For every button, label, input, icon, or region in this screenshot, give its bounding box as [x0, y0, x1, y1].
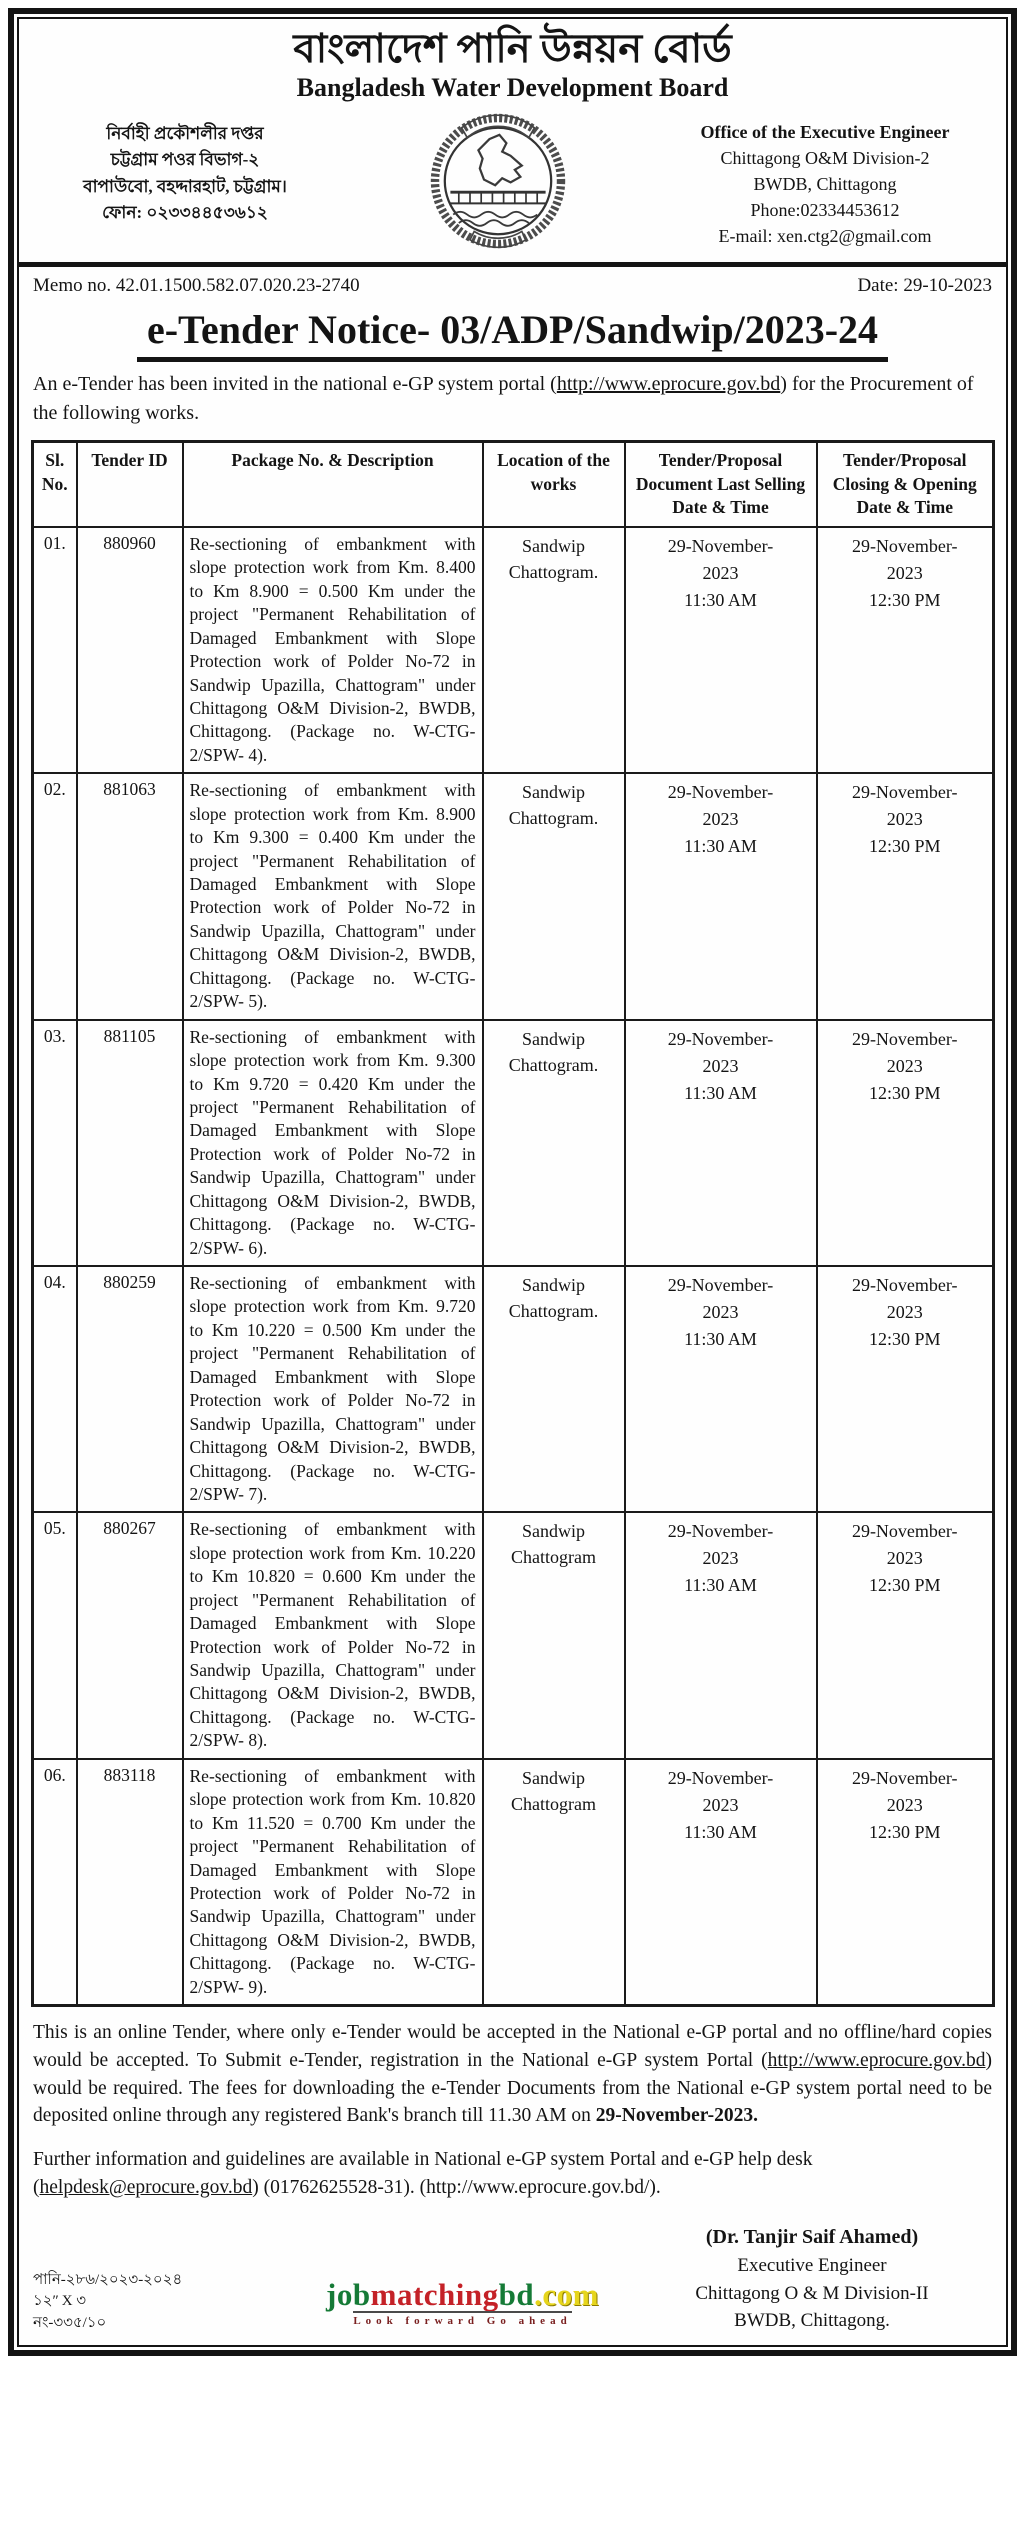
cell-closing-date	[817, 1020, 994, 1266]
signatory-title: Executive Engineer	[737, 2255, 887, 2277]
col-header-selling-date: Tender/Proposal Document Last Selling Date & Time	[625, 442, 817, 527]
intro-paragraph	[33, 370, 992, 428]
time-line: 11:30 AM	[684, 1082, 757, 1103]
note2-text: ).	[649, 2176, 661, 2198]
table-header-row	[33, 442, 994, 527]
date-line: 29-November-	[851, 535, 958, 556]
letterhead-columns	[31, 109, 994, 260]
table-row	[33, 527, 994, 773]
table-row	[33, 773, 994, 1019]
note1-text: ) would be required. The fees for downloading the e-Tender Documents from the National e-GP system portal need to be deposited online through any registered Bank's branch till 11.30 AM on	[33, 2049, 992, 2127]
cell-description: Re-sectioning of embankment with slope protection work from Km. 8.900 to Km 9.300 = 0.400 Km under the project "Permanent Rehabilitation of Damaged Embankment with Slope Protection work of Polder No-72 in Sandwip Upazilla, Chattogram" under Chittagong O&M Division-2, BWDB, Chittagong. (Package no. W-CTG-2/SPW- 5).	[183, 773, 483, 1019]
cell-closing-date	[817, 527, 994, 773]
office-left-line: ফোন: ০২৩৩৪৪৫৩৬১২	[102, 203, 268, 223]
time-line: 12:30 PM	[868, 1082, 941, 1103]
cell-sl-no: 06.	[33, 1759, 77, 2006]
bwdb-seal-icon	[418, 111, 578, 256]
table-row	[33, 1020, 994, 1266]
logo-part-bd: bd	[498, 2276, 535, 2312]
office-right-line: Phone:02334453612	[750, 200, 900, 221]
cell-sl-no: 03.	[33, 1020, 77, 1266]
time-line: 12:30 PM	[868, 589, 941, 610]
cell-location: Sandwip Chattogram.	[483, 773, 625, 1019]
office-address-english	[660, 119, 990, 249]
logo-part-matching: matching	[370, 2276, 499, 2312]
cell-location: Sandwip Chattogram.	[483, 1266, 625, 1512]
office-left-line: বাপাউবো, বহদ্দারহাট, চট্টগ্রাম।	[83, 176, 287, 196]
table-row	[33, 1759, 994, 2006]
date-line: 2023	[886, 562, 923, 583]
inner-border-frame	[17, 17, 1008, 2347]
col-header-tender-id: Tender ID	[77, 442, 183, 527]
print-ref-line: নং-৩৩৫/১০	[33, 2315, 107, 2332]
office-right-line: Chittagong O&M Division-2	[720, 148, 930, 169]
col-header-location: Location of the works	[483, 442, 625, 527]
cell-tender-id: 881105	[77, 1020, 183, 1266]
date-line: 2023	[886, 1548, 923, 1569]
cell-description: Re-sectioning of embankment with slope protection work from Km. 10.820 to Km 11.520 = 0.700 Km under the project "Permanent Rehabilitation of Damaged Embankment with Slope Protection work of Polder No-72 in Sandwip Upazilla, Chattogram" under Chittagong O&M Division-2, BWDB, Chittagong. (Package no. W-CTG-2/SPW- 9).	[183, 1759, 483, 2006]
memo-date: Date: 29-10-2023	[857, 275, 992, 296]
time-line: 11:30 AM	[684, 1575, 757, 1596]
time-line: 12:30 PM	[868, 1329, 941, 1349]
date-line: 2023	[886, 1055, 923, 1076]
col-header-sl-no: Sl. No.	[33, 442, 77, 527]
bottom-row	[31, 2223, 994, 2339]
cell-selling-date	[625, 1266, 817, 1512]
cell-sl-no: 05.	[33, 1512, 77, 1758]
eprocure-url-link[interactable]: http://www.eprocure.gov.bd/	[426, 2176, 650, 2198]
cell-tender-id: 883118	[77, 1759, 183, 2006]
cell-location: Sandwip Chattogram	[483, 1512, 625, 1758]
office-right-line: BWDB, Chittagong	[753, 174, 897, 195]
date-line: 29-November-	[667, 1028, 774, 1049]
date-line: 2023	[702, 1055, 739, 1076]
date-line: 29-November-	[667, 782, 774, 803]
date-line: 2023	[702, 1794, 739, 1815]
cell-location: Sandwip Chattogram.	[483, 1020, 625, 1266]
signatory-org: BWDB, Chittagong.	[734, 2310, 890, 2332]
time-line: 12:30 PM	[868, 1575, 941, 1596]
eprocure-url-link[interactable]: http://www.eprocure.gov.bd	[767, 2049, 986, 2071]
date-line: 2023	[886, 1794, 923, 1815]
cell-tender-id: 880259	[77, 1266, 183, 1512]
cell-sl-no: 01.	[33, 527, 77, 773]
office-left-line: চট্টগ্রাম পওর বিভাগ-২	[110, 150, 260, 170]
cell-location: Sandwip Chattogram	[483, 1759, 625, 2006]
note2-text: Further information and guidelines are available in National e-GP system Portal and e-GP help desk (	[33, 2148, 813, 2198]
date-line: 2023	[702, 1548, 739, 1569]
cell-description: Re-sectioning of embankment with slope protection work from Km. 9.720 to Km 10.220 = 0.500 Km under the project "Permanent Rehabilitation of Damaged Embankment with Slope Protection work of Polder No-72 in Sandwip Upazilla, Chattogram" under Chittagong O&M Division-2, BWDB, Chittagong. (Package no. W-CTG-2/SPW- 7).	[183, 1266, 483, 1512]
memo-row	[31, 267, 994, 299]
office-left-line: নির্বাহী প্রকৌশলীর দপ্তর	[106, 124, 264, 143]
jobmatchingbd-wordmark	[326, 2276, 599, 2312]
date-line: 2023	[702, 809, 739, 830]
cell-closing-date	[817, 773, 994, 1019]
table-row	[33, 1266, 994, 1512]
tender-table	[31, 440, 995, 2007]
intro-text: ) for the Procurement of the following works.	[33, 373, 974, 424]
cell-selling-date	[625, 527, 817, 773]
note1-deadline-date: 29-November-2023.	[595, 2105, 759, 2127]
date-line: 29-November-	[851, 782, 958, 803]
note-online-tender	[33, 2019, 992, 2130]
signatory-name: (Dr. Tanjir Saif Ahamed)	[705, 2226, 919, 2249]
cell-tender-id: 880267	[77, 1512, 183, 1758]
date-line: 29-November-	[851, 1028, 958, 1049]
notice-title: e-Tender Notice- 03/ADP/Sandwip/2023-24	[137, 309, 888, 362]
logo-part-com: .com	[534, 2276, 599, 2312]
time-line: 11:30 AM	[684, 836, 757, 857]
office-right-line: Office of the Executive Engineer	[700, 122, 950, 142]
office-address-bengali	[35, 121, 335, 226]
cell-sl-no: 04.	[33, 1266, 77, 1512]
col-header-closing-date: Tender/Proposal Closing & Opening Date & Time	[817, 442, 994, 527]
date-line: 2023	[886, 809, 923, 830]
outer-border-frame	[8, 8, 1017, 2356]
cell-description: Re-sectioning of embankment with slope protection work from Km. 8.400 to Km 8.900 = 0.500 Km under the project "Permanent Rehabilitation of Damaged Embankment with Slope Protection work of Polder No-72 in Sandwip Upazilla, Chattogram" under Chittagong O&M Division-2, BWDB, Chittagong. (Package no. W-CTG-2/SPW- 4).	[183, 527, 483, 773]
col-header-description: Package No. & Description	[183, 442, 483, 527]
cell-selling-date	[625, 1512, 817, 1758]
memo-number: Memo no. 42.01.1500.582.07.020.23-2740	[33, 275, 360, 296]
cell-description: Re-sectioning of embankment with slope protection work from Km. 9.300 to Km 9.720 = 0.420 Km under the project "Permanent Rehabilitation of Damaged Embankment with Slope Protection work of Polder No-72 in Sandwip Upazilla, Chattogram" under Chittagong O&M Division-2, BWDB, Chittagong. (Package no. W-CTG-2/SPW- 6).	[183, 1020, 483, 1266]
cell-tender-id: 880960	[77, 527, 183, 773]
table-row	[33, 1512, 994, 1758]
signature-block	[632, 2223, 992, 2335]
date-line: 29-November-	[851, 1275, 958, 1295]
date-line: 29-November-	[667, 1767, 774, 1788]
org-name-bengali: বাংলাদেশ পানি উন্নয়ন বোর্ড	[293, 26, 732, 71]
cell-selling-date	[625, 773, 817, 1019]
time-line: 12:30 PM	[868, 1821, 941, 1842]
cell-tender-id: 881063	[77, 773, 183, 1019]
cell-sl-no: 02.	[33, 773, 77, 1019]
cell-selling-date	[625, 1759, 817, 2006]
date-line: 29-November-	[667, 1521, 774, 1542]
print-reference-block	[33, 2270, 293, 2335]
date-line: 29-November-	[851, 1767, 958, 1788]
logo-tagline: Look forward Go ahead	[353, 2311, 571, 2327]
jobmatchingbd-logo	[298, 2276, 628, 2335]
date-line: 2023	[702, 562, 739, 583]
date-line: 2023	[886, 1302, 923, 1322]
org-name-english: Bangladesh Water Development Board	[296, 73, 729, 102]
time-line: 11:30 AM	[684, 589, 757, 610]
time-line: 12:30 PM	[868, 836, 941, 857]
date-line: 29-November-	[667, 1275, 774, 1295]
office-email: E-mail: xen.ctg2@gmail.com	[718, 226, 932, 247]
cell-selling-date	[625, 1020, 817, 1266]
letterhead	[31, 19, 994, 260]
cell-closing-date	[817, 1512, 994, 1758]
eprocure-url-link[interactable]: http://www.eprocure.gov.bd	[556, 373, 781, 395]
intro-text: An e-Tender has been invited in the national e-GP system portal (	[33, 373, 557, 395]
note-further-info	[33, 2146, 992, 2201]
note2-text: ) (01762625528-31). (	[252, 2176, 427, 2198]
helpdesk-email-link[interactable]: helpdesk@eprocure.gov.bd	[39, 2176, 253, 2198]
time-line: 11:30 AM	[684, 1821, 757, 1842]
print-ref-line: ১২ʺ X ৩	[33, 2293, 87, 2310]
cell-location: Sandwip Chattogram.	[483, 527, 625, 773]
cell-description: Re-sectioning of embankment with slope protection work from Km. 10.220 to Km 10.820 = 0.600 Km under the project "Permanent Rehabilitation of Damaged Embankment with Slope Protection work of Polder No-72 in Sandwip Upazilla, Chattogram" under Chittagong O&M Division-2, BWDB, Chittagong. (Package no. W-CTG-2/SPW- 8).	[183, 1512, 483, 1758]
print-ref-line: পানি-২৮৬/২০২৩-২০২৪	[33, 2271, 183, 2288]
date-line: 29-November-	[851, 1521, 958, 1542]
logo-part-job: job	[326, 2276, 371, 2312]
date-line: 29-November-	[667, 535, 774, 556]
date-line: 2023	[702, 1302, 739, 1322]
time-line: 11:30 AM	[684, 1329, 757, 1349]
note1-text: This is an online Tender, where only e-Tender would be accepted in the National e-GP portal and no offline/hard copies would be accepted. To Submit e-Tender, registration in the National e-GP system Portal (	[33, 2022, 992, 2071]
notice-title-wrap	[31, 309, 994, 362]
cell-closing-date	[817, 1266, 994, 1512]
cell-closing-date	[817, 1759, 994, 2006]
signatory-division: Chittagong O & M Division-II	[695, 2282, 929, 2304]
